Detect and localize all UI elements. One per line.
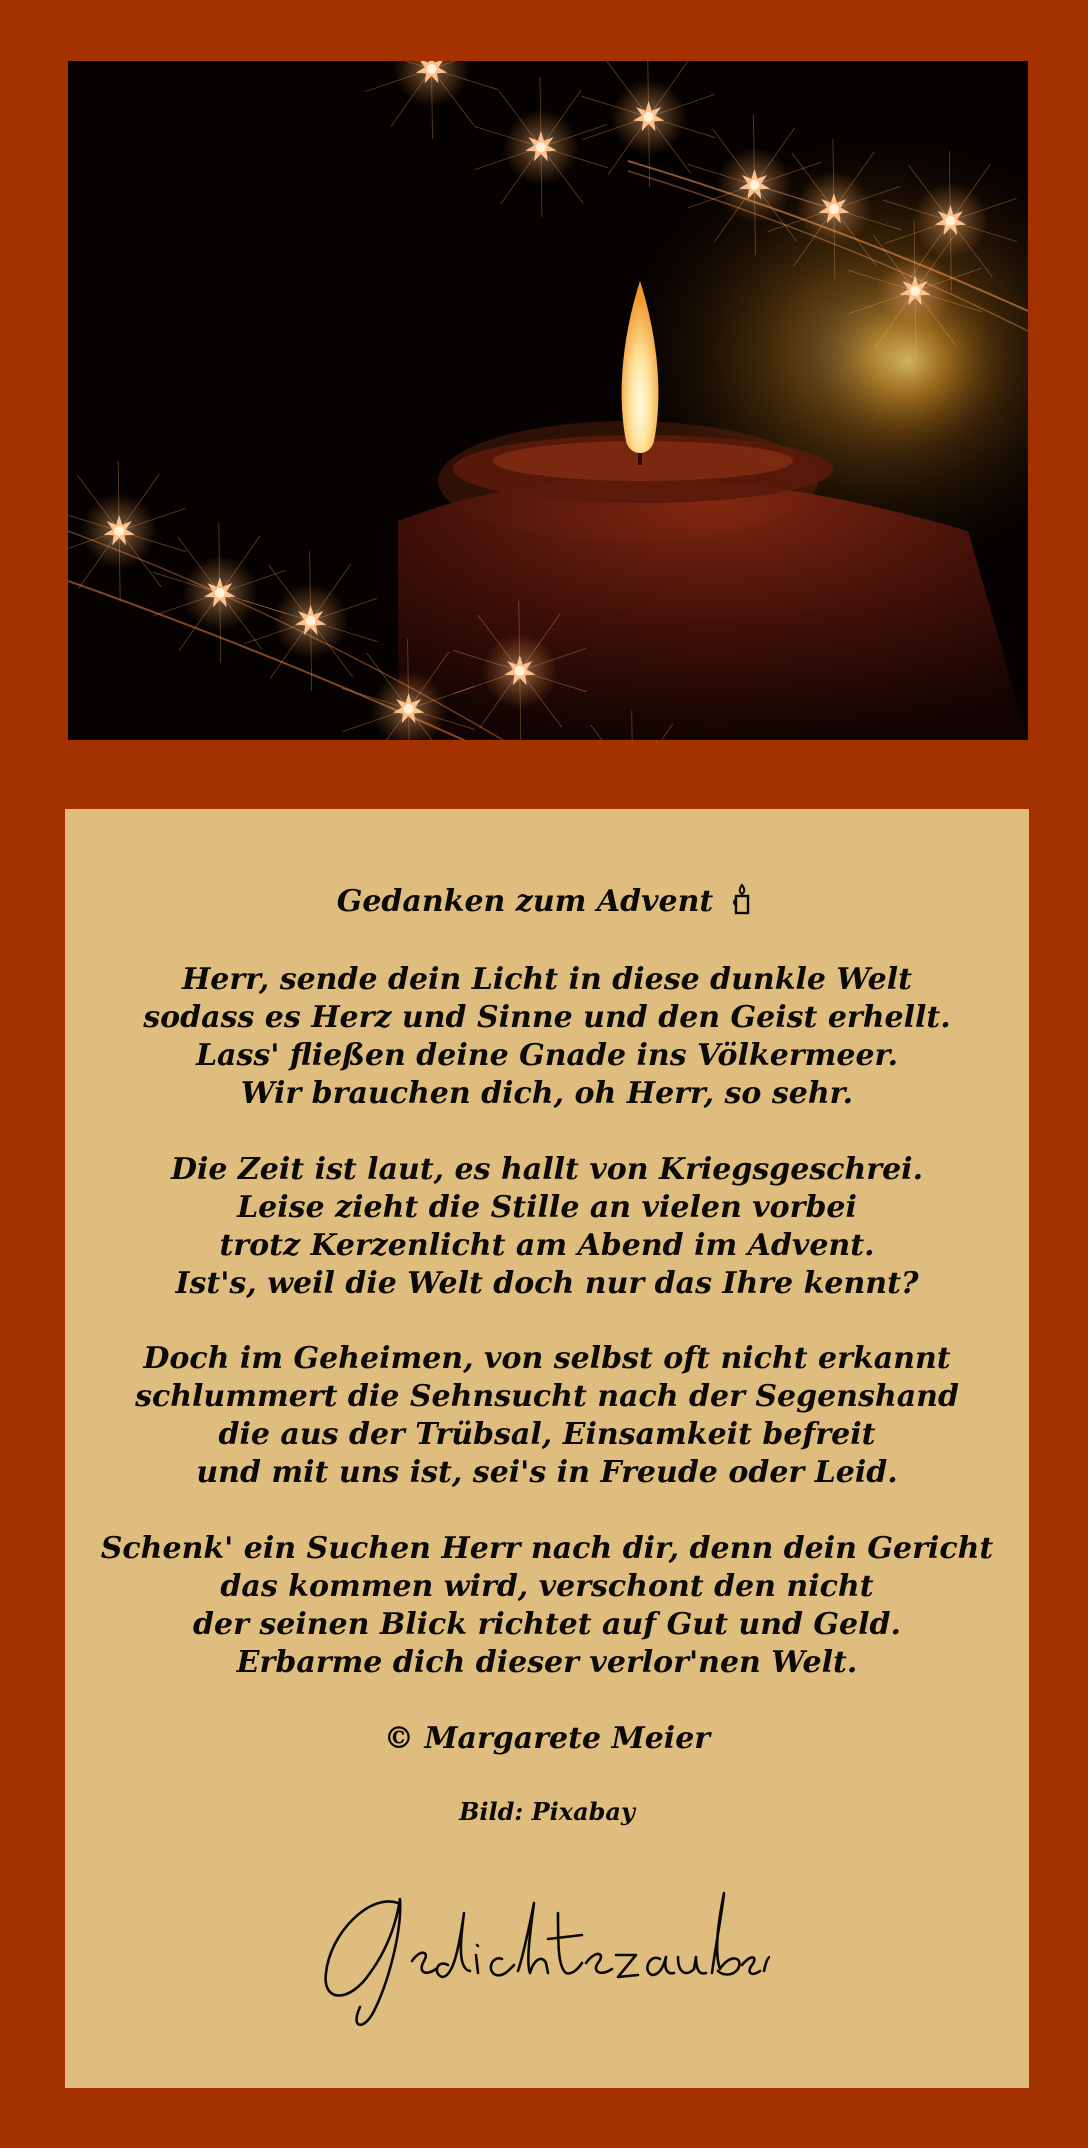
poem-line: Ist's, weil die Welt doch nur das Ihre kennt? xyxy=(175,1266,919,1301)
poem-line: das kommen wird, verschont den nicht xyxy=(220,1569,874,1604)
image-credit: Bild: Pixabay xyxy=(459,1797,635,1826)
poem-line: sodass es Herz und Sinne und den Geist erhellt. xyxy=(143,1000,951,1035)
poem-stanza-2 xyxy=(65,1151,1029,1303)
poem-line: Leise zieht die Stille an vielen vorbei xyxy=(237,1190,857,1225)
poem-stanza-3 xyxy=(65,1340,1029,1492)
hero-image xyxy=(68,61,1028,740)
poem-line: Lass' fließen deine Gnade ins Völkermeer. xyxy=(195,1038,899,1073)
copyright-notice: © Margarete Meier xyxy=(383,1721,711,1756)
gedichtezauber-signature-logo xyxy=(320,1873,770,2033)
poem-line: Erbarme dich dieser verlor'nen Welt. xyxy=(236,1645,858,1680)
poem-stanza-4 xyxy=(65,1530,1029,1682)
poem-line: Herr, sende dein Licht in diese dunkle Welt xyxy=(181,962,913,997)
poem-line: der seinen Blick richtet auf Gut und Geld. xyxy=(193,1607,901,1642)
poem-title-row xyxy=(65,883,1029,919)
poem-line: schlummert die Sehnsucht nach der Segenshand xyxy=(135,1379,959,1414)
poem-line: die aus der Trübsal, Einsamkeit befreit xyxy=(218,1417,876,1452)
poem-stanza-1 xyxy=(65,961,1029,1113)
poem-line: trotz Kerzenlicht am Abend im Advent. xyxy=(219,1228,875,1263)
advent-candle-image xyxy=(68,61,1028,740)
poem-line: Die Zeit ist laut, es hallt von Kriegsgeschrei. xyxy=(170,1152,924,1187)
poem-line: Wir brauchen dich, oh Herr, so sehr. xyxy=(240,1076,854,1111)
poem-line: Doch im Geheimen, von selbst oft nicht erkannt xyxy=(143,1341,951,1376)
poem-title: Gedanken zum Advent xyxy=(336,884,714,919)
poem-line: und mit uns ist, sei's in Freude oder Leid. xyxy=(196,1455,898,1490)
poem-card xyxy=(65,809,1029,2088)
poem-line: Schenk' ein Suchen Herr nach dir, denn dein Gericht xyxy=(100,1531,994,1566)
candle-icon xyxy=(727,883,757,915)
